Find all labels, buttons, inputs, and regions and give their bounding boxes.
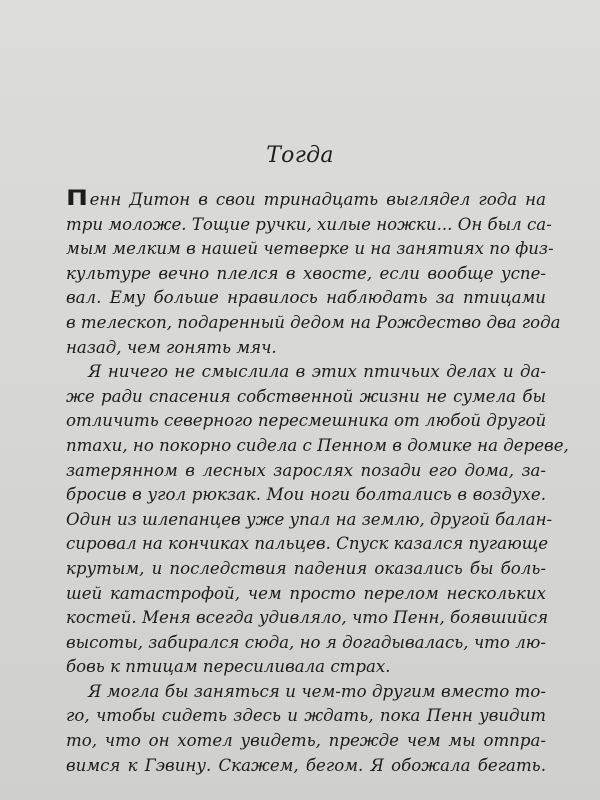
text-line (66, 582, 546, 607)
chapter-title: Тогда (266, 143, 334, 168)
line-text: в телескоп, подаренный дедом на Рождество два года (66, 312, 561, 332)
line-text: крутым, и последствия падения оказались бы боль- (66, 558, 546, 578)
text-line (66, 336, 546, 361)
line-text: то, что он хотел увидеть, прежде чем мы отпра- (66, 731, 546, 751)
body-text (66, 186, 569, 778)
text-line (66, 385, 546, 410)
text-line (66, 483, 546, 508)
line-text: вал. Ему больше нравилось наблюдать за птицами (66, 288, 546, 308)
line-text: три моложе. Тощие ручки, хилые ножки... Он был са- (66, 214, 552, 234)
line-text: высоты, забирался сюда, но я догадывалась, что лю- (66, 632, 546, 652)
text-line (66, 631, 546, 656)
text-line (66, 434, 569, 459)
text-line (66, 237, 554, 262)
line-text: го, чтобы сидеть здесь и ждать, пока Пенн увидит (66, 706, 546, 726)
line-text: бовь к птицам пересиливала страх. (66, 657, 391, 677)
text-line (66, 704, 546, 729)
text-line (66, 409, 546, 434)
text-line (66, 729, 546, 754)
text-line (66, 680, 546, 705)
line-text: Один из шлепанцев уже упал на землю, другой балан- (66, 509, 553, 529)
text-line (66, 655, 546, 680)
line-text: шей катастрофой, чем просто перелом нескольких (66, 583, 546, 603)
line-text: мым мелким в нашей четверке и на занятиях по физ- (66, 239, 554, 259)
text-line (66, 213, 552, 238)
line-text: назад, чем гонять мяч. (66, 337, 277, 357)
text-line (66, 606, 549, 631)
text-line (66, 360, 546, 385)
line-text: отличить северного пересмешника от любой другой (66, 411, 547, 431)
line-text: вимся к Гэвину. Скажем, бегом. Я обожала бегать. (66, 755, 546, 775)
line-text: Я ничего не смыслила в этих птичьих делах и да- (88, 362, 546, 382)
text-line (66, 754, 546, 779)
text-line (66, 311, 561, 336)
text-line (66, 557, 546, 582)
text-line (66, 532, 549, 557)
text-line (66, 286, 546, 311)
line-text: бросив в угол рюкзак. Мои ноги болтались в воздухе. (66, 485, 546, 505)
text-line (66, 262, 546, 287)
line-text: сировал на кончиках пальцев. Спуск казался пугающе (66, 534, 549, 554)
line-text: Я могла бы заняться и чем-то другим вместо то- (88, 681, 546, 701)
line-text: птахи, но покорно сидела с Пенном в домике на дереве, (66, 435, 569, 455)
line-text: культуре вечно плелся в хвосте, если вообще успе- (66, 263, 546, 283)
line-text: енн Дитон в свои тринадцать выглядел года на (89, 190, 546, 209)
text-line (66, 188, 546, 213)
line-text: костей. Меня всегда удивляло, что Пенн, боявшийся (66, 608, 549, 628)
drop-cap-letter: П (66, 186, 88, 210)
text-line (66, 508, 553, 533)
line-text: затерянном в лесных зарослях позади его дома, за- (66, 460, 546, 480)
text-line (66, 459, 546, 484)
line-text: же ради спасения собственной жизни не сумела бы (66, 386, 546, 406)
